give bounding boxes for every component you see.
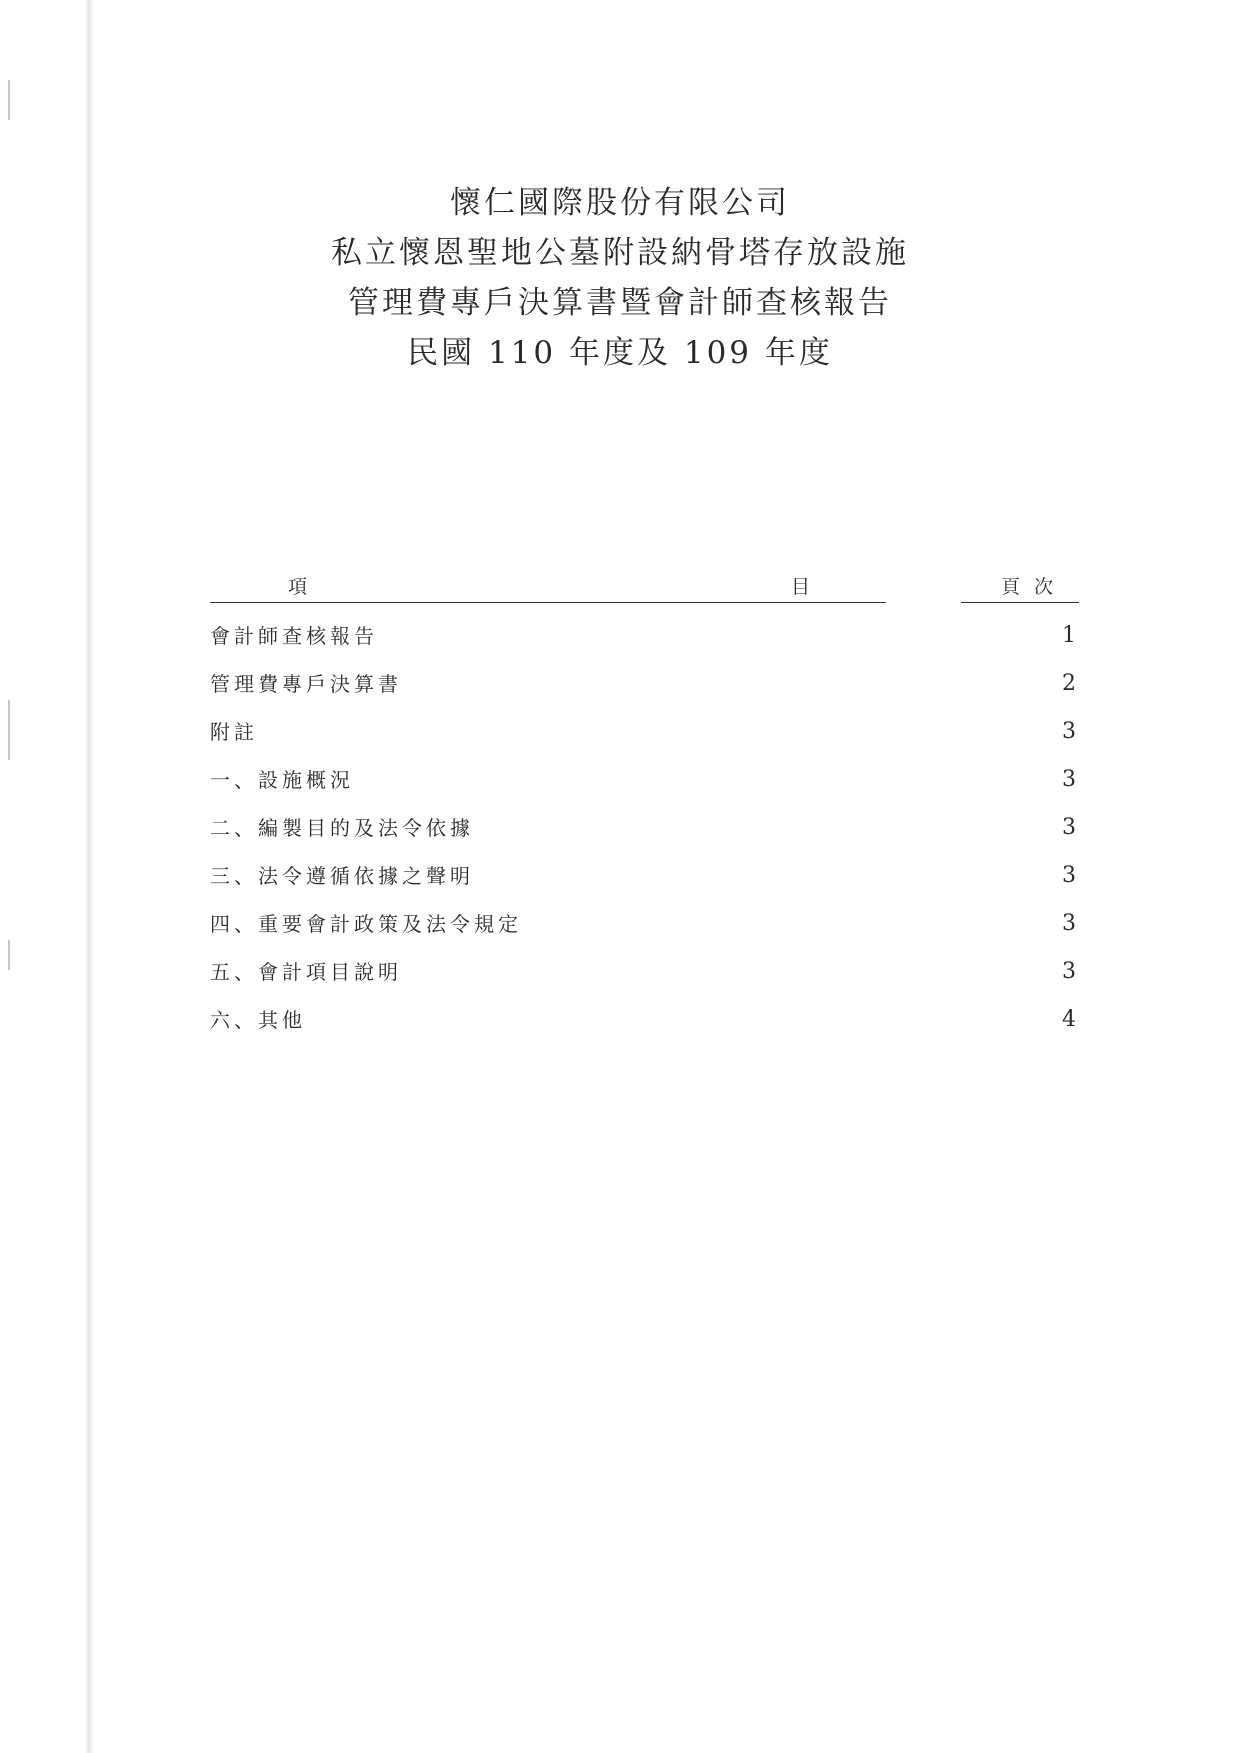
toc-row-page: 3	[1062, 959, 1076, 984]
toc-row-label: 三、法令遵循依據之聲明	[210, 864, 474, 888]
toc-row-label: 六、其他	[210, 1008, 306, 1032]
toc-row	[210, 996, 1080, 1044]
toc-row-page: 3	[1062, 911, 1076, 936]
toc-row-page: 3	[1062, 863, 1076, 888]
document-title	[0, 178, 1240, 378]
toc-header-item-left: 項	[288, 576, 308, 598]
toc-row-label: 四、重要會計政策及法令規定	[210, 912, 522, 936]
toc-row-page: 3	[1062, 719, 1076, 744]
toc-row	[210, 612, 1080, 660]
toc-header-item	[210, 568, 886, 603]
scan-mark	[8, 700, 10, 760]
toc-row	[210, 852, 1080, 900]
company-name: 懷仁國際股份有限公司	[450, 185, 790, 221]
scan-mark	[8, 80, 10, 120]
toc-row-label: 管理費專戶決算書	[210, 672, 402, 696]
scan-mark	[8, 940, 10, 970]
report-name: 管理費專戶決算書暨會計師查核報告	[348, 285, 892, 321]
toc-row	[210, 708, 1080, 756]
toc-row-label: 附註	[210, 720, 258, 744]
toc-header-item-right: 目	[790, 576, 810, 598]
toc-row	[210, 900, 1080, 948]
toc-row	[210, 804, 1080, 852]
toc-row-page: 3	[1062, 815, 1076, 840]
table-of-contents	[210, 612, 1080, 1044]
toc-row-page: 3	[1062, 767, 1076, 792]
toc-header-page-label: 頁次	[1001, 576, 1068, 598]
toc-row	[210, 756, 1080, 804]
report-period: 民國 110 年度及 109 年度	[407, 335, 833, 371]
toc-row-page: 2	[1062, 671, 1076, 696]
facility-name: 私立懷恩聖地公墓附設納骨塔存放設施	[331, 235, 909, 271]
toc-header-page	[961, 568, 1079, 603]
toc-row	[210, 660, 1080, 708]
toc-row	[210, 948, 1080, 996]
toc-row-label: 二、編製目的及法令依據	[210, 816, 474, 840]
toc-row-page: 4	[1062, 1007, 1076, 1032]
toc-row-label: 一、設施概況	[210, 768, 354, 792]
toc-row-page: 1	[1062, 623, 1076, 648]
toc-row-label: 五、會計項目說明	[210, 960, 402, 984]
toc-row-label: 會計師查核報告	[210, 624, 378, 648]
